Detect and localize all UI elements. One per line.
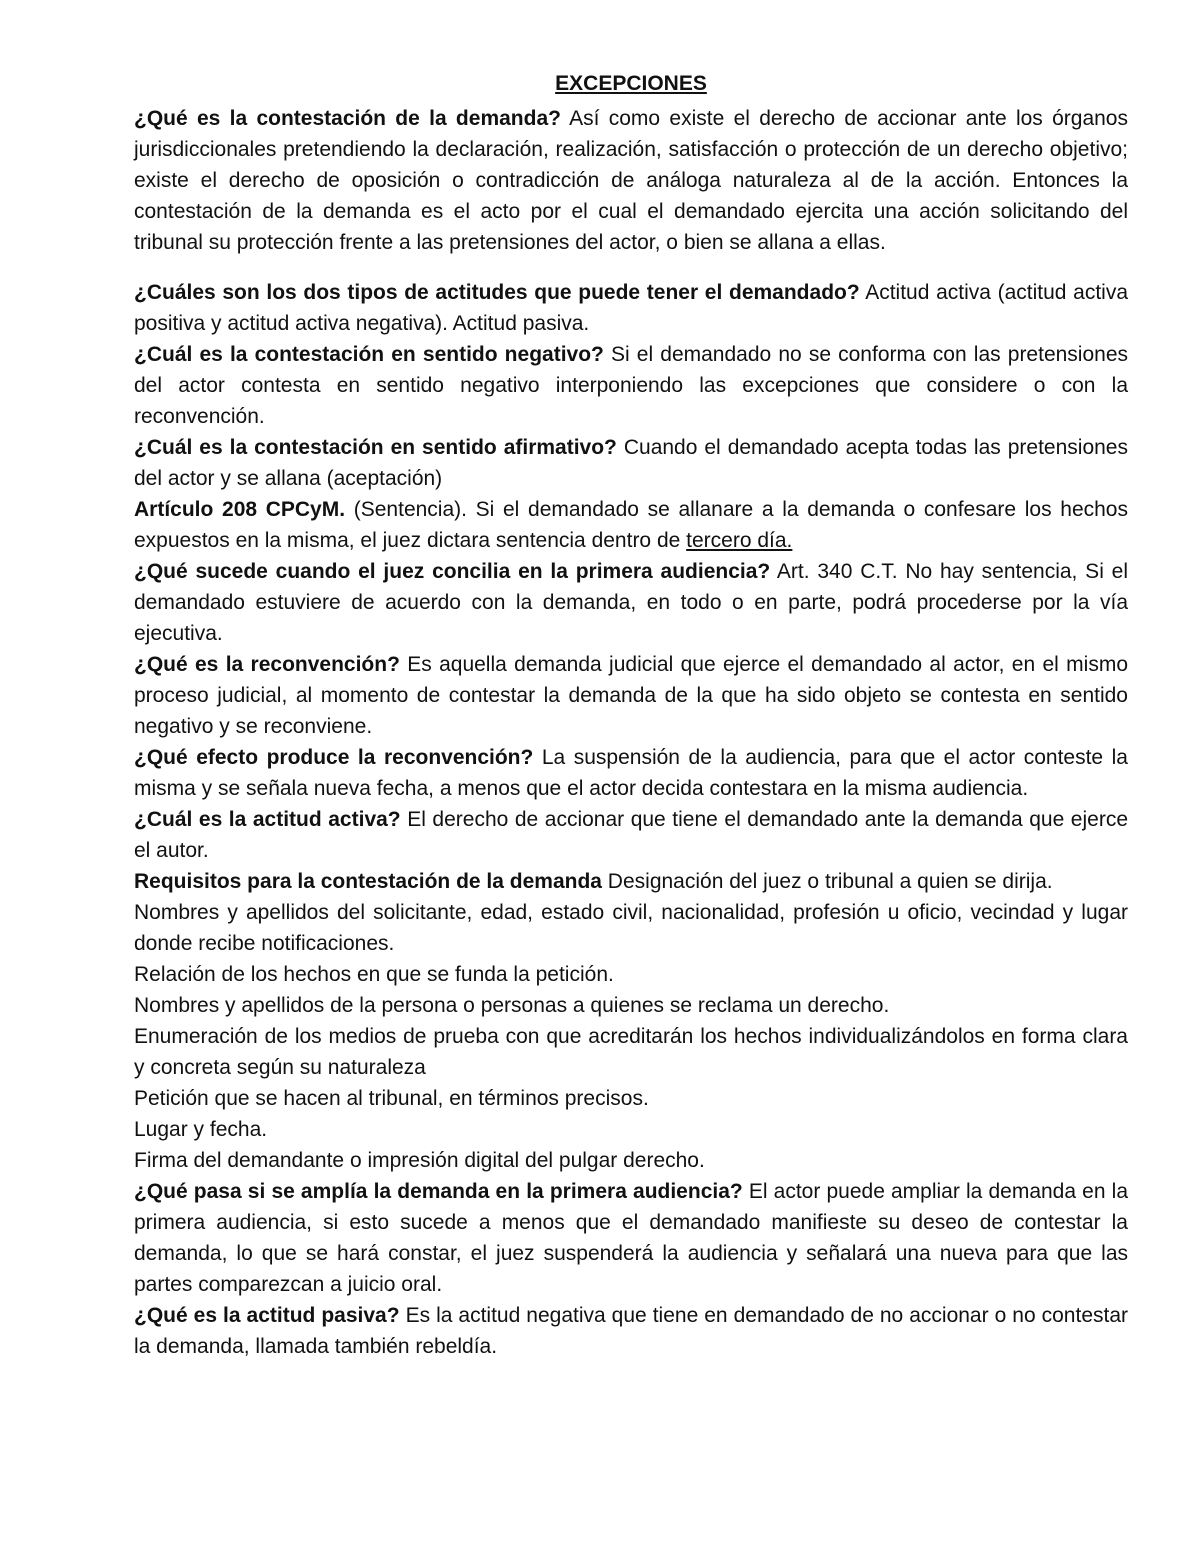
document-title: EXCEPCIONES xyxy=(555,72,707,95)
article-label: Artículo 208 CPCyM. xyxy=(134,498,346,521)
answer-text: Actitud activa (actitud activa positiva y actitud activa negativa). Actitud pasiva. xyxy=(134,281,1128,335)
requisito-item: Relación de los hechos en que se funda la petición. xyxy=(134,963,614,986)
question-text: ¿Qué es la reconvención? xyxy=(134,653,400,676)
requisito-item: Lugar y fecha. xyxy=(134,1118,268,1141)
question-text: ¿Qué es la actitud pasiva? xyxy=(134,1304,400,1327)
question-text: ¿Cuál es la contestación en sentido afirmativo? xyxy=(134,436,617,459)
question-text: Requisitos para la contestación de la demanda xyxy=(134,870,602,893)
paragraph-reconvencion xyxy=(134,649,1128,742)
paragraph-concilia xyxy=(134,556,1128,649)
answer-text: (Sentencia). Si el demandado se allanare a la demanda o confesare los hechos expuestos en la misma, el juez dictara sentencia dentro de xyxy=(134,498,1128,552)
answer-text: Designación del juez o tribunal a quien se dirija. xyxy=(601,870,1053,893)
paragraph-articulo-208 xyxy=(134,494,1128,556)
paragraph-tipos-actitudes xyxy=(134,277,1128,339)
paragraph-contestacion xyxy=(134,103,1128,258)
question-text: ¿Qué sucede cuando el juez concilia en la primera audiencia? xyxy=(134,560,771,583)
answer-text: El derecho de accionar que tiene el demandado ante la demanda que ejerce el autor. xyxy=(134,808,1128,862)
paragraph-sentido-afirmativo xyxy=(134,432,1128,494)
answer-text: Art. 340 C.T. No hay sentencia, Si el demandado estuviere de acuerdo con la demanda, en todo o en parte, podrá procederse por la vía ejecutiva. xyxy=(134,560,1129,645)
answer-text: Cuando el demandado acepta todas las pretensiones del actor y se allana (aceptación) xyxy=(134,436,1128,490)
requisito-item: Firma del demandante o impresión digital del pulgar derecho. xyxy=(134,1149,705,1172)
answer-text: Es la actitud negativa que tiene en demandado de no accionar o no contestar la demanda, llamada también rebeldía. xyxy=(134,1304,1129,1358)
requisito-item: Nombres y apellidos del solicitante, edad, estado civil, nacionalidad, profesión u oficio, vecindad y lugar donde recibe notificaciones. xyxy=(134,901,1128,955)
answer-text: La suspensión de la audiencia, para que el actor conteste la misma y se señala nueva fecha, a menos que el actor decida contestara en la misma audiencia. xyxy=(134,746,1128,800)
paragraph-sentido-negativo xyxy=(134,339,1128,432)
answer-text: Es aquella demanda judicial que ejerce el demandado al actor, en el mismo proceso judicial, al momento de contestar la demanda de la que ha sido objeto se contesta en sentido negativo y se reconviene. xyxy=(134,653,1128,738)
question-text: ¿Qué efecto produce la reconvención? xyxy=(134,746,534,769)
answer-text: Así como existe el derecho de accionar ante los órganos jurisdiccionales pretendiendo la declaración, realización, satisfacción o protección de un derecho objetivo; existe el derecho de oposición o contradicción de análoga naturaleza al de la acción. Entonces la contestación de la demanda es el acto por el cual el demandado ejercita una acción solicitando del tribunal su protección frente a las pretensiones del actor, o bien se allana a ellas. xyxy=(134,107,1128,254)
underlined-term: tercero día. xyxy=(686,529,793,552)
question-text: ¿Cuál es la actitud activa? xyxy=(134,808,401,831)
paragraph-requisitos xyxy=(134,866,1128,897)
question-text: ¿Qué pasa si se amplía la demanda en la primera audiencia? xyxy=(134,1180,743,1203)
answer-text: El actor puede ampliar la demanda en la primera audiencia, si esto sucede a menos que el demandado manifieste su deseo de contestar la demanda, lo que se hará constar, el juez suspenderá la audiencia y señalará una nueva para que las partes comparezcan a juicio oral. xyxy=(134,1180,1128,1296)
paragraph-actitud-pasiva xyxy=(134,1300,1128,1362)
answer-text: Si el demandado no se conforma con las pretensiones del actor contesta en sentido negativo interponiendo las excepciones que considere o con la reconvención. xyxy=(134,343,1129,428)
document-page xyxy=(134,68,1128,1362)
question-text: ¿Qué es la contestación de la demanda? xyxy=(134,107,561,130)
requisito-item: Nombres y apellidos de la persona o personas a quienes se reclama un derecho. xyxy=(134,994,890,1017)
paragraph-efecto-reconvencion xyxy=(134,742,1128,804)
requisito-item: Enumeración de los medios de prueba con que acreditarán los hechos individualizándolos en forma clara y concreta según su naturaleza xyxy=(134,1025,1128,1079)
paragraph-actitud-activa xyxy=(134,804,1128,866)
question-text: ¿Cuáles son los dos tipos de actitudes que puede tener el demandado? xyxy=(134,281,860,304)
paragraph-amplia-demanda xyxy=(134,1176,1128,1300)
question-text: ¿Cuál es la contestación en sentido negativo? xyxy=(134,343,604,366)
requisito-item: Petición que se hacen al tribunal, en términos precisos. xyxy=(134,1087,649,1110)
